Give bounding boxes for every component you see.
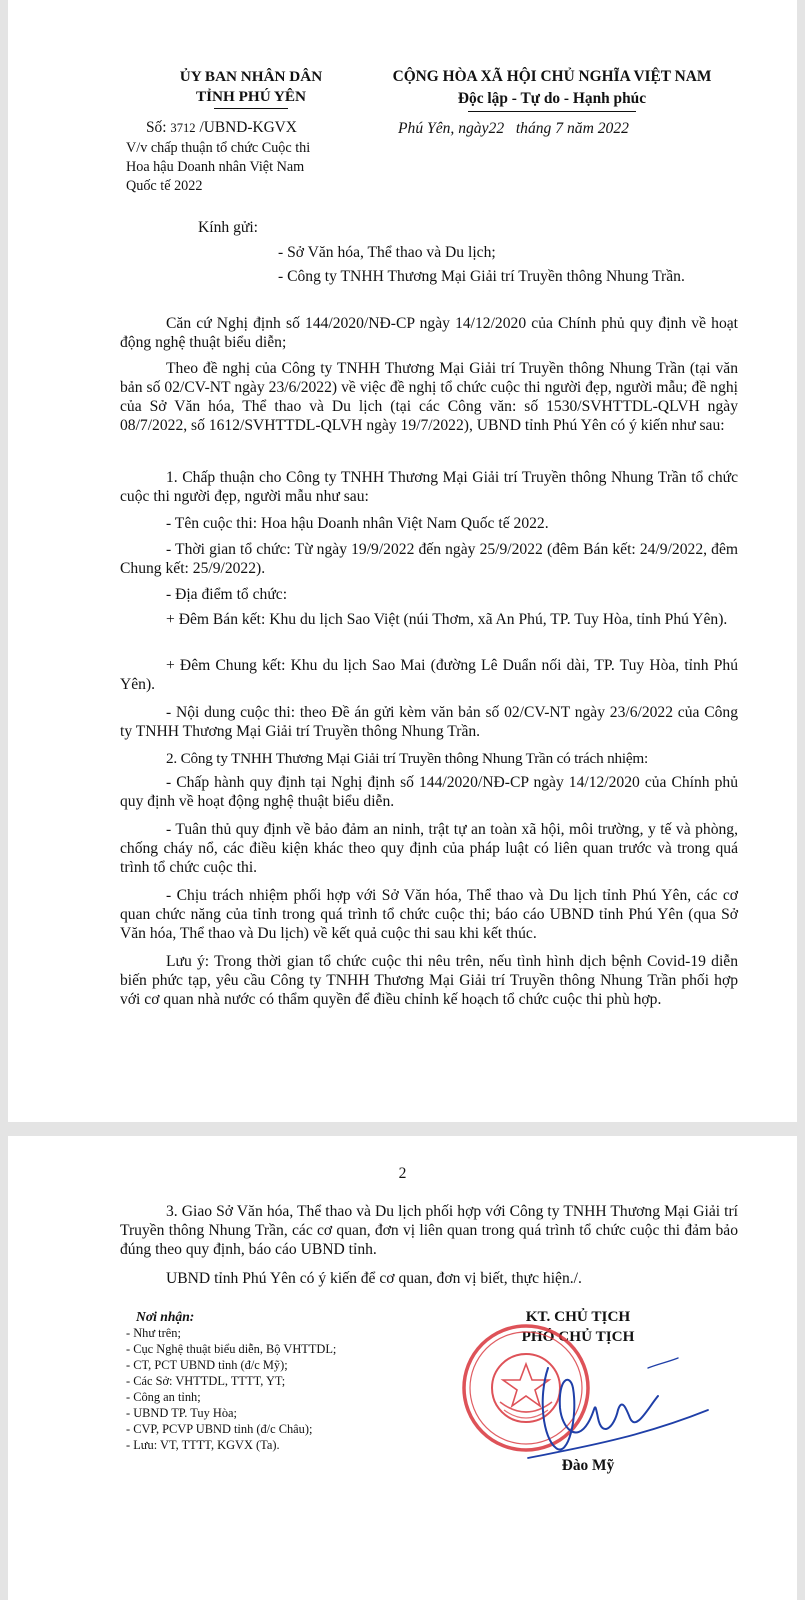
agency-underline [214,108,288,109]
paragraph-proposal: Theo đề nghị của Công ty TNHH Thương Mại Giải trí Truyền thông Nhung Trần (tại văn bản số 02/CV-NT ngày 23/6/2022) về việc đề nghị tổ chức cuộc thi người đẹp, người mẫu; đề nghị của Sở Văn hóa, Thể thao và Du lịch (tại các Công văn: số 1530/SVHTTDL-QLVH ngày 08/7/2022, số 1612/SVHTTDL-QLVH ngày 19/7/2022), UBND tỉnh Phú Yên có ý kiến như sau: [120,360,738,434]
salutation-recipient-1: - Sở Văn hóa, Thể thao và Du lịch; [278,244,496,261]
paragraph-closing: UBND tỉnh Phú Yên có ý kiến để cơ quan, đơn vị biết, thực hiện./. [166,1270,582,1287]
national-motto: Độc lập - Tự do - Hạnh phúc [457,90,647,107]
recipient-item: - CT, PCT UBND tỉnh (đ/c Mỹ); [126,1358,288,1372]
page-number: 2 [398,1165,407,1182]
paragraph-covid-note: Lưu ý: Trong thời gian tổ chức cuộc thi nêu trên, nếu tình hình dịch bệnh Covid-19 diễn biến phức tạp, yêu cầu Công ty TNHH Thương Mại Giải trí Truyền thông Nhung Trần phối hợp với cơ quan nhà nước có thẩm quyền để điều chỉnh kế hoạch tổ chức cuộc thi phù hợp. [120,953,738,1008]
signature-title-line2: PHÓ CHỦ TỊCH [521,1328,635,1345]
agency-name-line2: TỈNH PHÚ YÊN [196,88,306,105]
recipient-item: - Lưu: VT, TTTT, KGVX (Ta). [126,1438,280,1452]
paragraph-final-venue: + Đêm Chung kết: Khu du lịch Sao Mai (đường Lê Duẩn nối dài, TP. Tuy Hòa, tỉnh Phú Yên). [120,657,738,693]
paragraph-coordination: - Chịu trách nhiệm phối hợp với Sở Văn hóa, Thể thao và Du lịch tỉnh Phú Yên, các cơ quan chức năng của tỉnh trong quá trình tổ chức cuộc thi; báo cáo UBND tỉnh Phú Yên (qua Sở Văn hóa, Thể thao và Du lịch) về kết quả cuộc thi sau khi kết thúc. [120,887,738,942]
paragraph-assignment: 3. Giao Sở Văn hóa, Thể thao và Du lịch phối hợp với Công ty TNHH Thương Mại Giải trí Truyền thông Nhung Trần, các cơ quan, đơn vị liên quan trong quá trình tổ chức cuộc thi đảm bảo đúng theo quy định, báo cáo UBND tỉnh. [120,1203,738,1258]
paragraph-semifinal-venue: + Đêm Bán kết: Khu du lịch Sao Việt (núi Thơm, xã An Phú, TP. Tuy Hòa, tỉnh Phú Yên). [166,611,728,628]
paragraph-legal-basis: Căn cứ Nghị định số 144/2020/NĐ-CP ngày 14/12/2020 của Chính phủ quy định về hoạt động nghệ thuật biểu diễn; [120,315,738,351]
paragraph-responsibility: 2. Công ty TNHH Thương Mại Giải trí Truyền thông Nhung Trần có trách nhiệm: [166,750,649,767]
document-number-suffix: /UBND-KGVX [199,119,297,136]
recipient-item: - CVP, PCVP UBND tỉnh (đ/c Châu); [126,1422,313,1436]
paragraph-contest-name: - Tên cuộc thi: Hoa hậu Doanh nhân Việt Nam Quốc tế 2022. [166,515,549,532]
document-number [146,118,386,138]
date-month: 7 [555,120,564,137]
salutation-recipient-2: - Công ty TNHH Thương Mại Giải trí Truyền thông Nhung Trần. [278,268,685,285]
signature-title-line1: KT. CHỦ TỊCH [525,1308,631,1325]
agency-name-line1: ỦY BAN NHÂN DÂN [179,68,323,85]
date-year-word: năm [566,120,594,137]
recipient-item: - Cục Nghệ thuật biểu diễn, Bộ VHTTDL; [126,1342,337,1356]
salutation-label: Kính gửi: [198,219,258,236]
subject-line2: Hoa hậu Doanh nhân Việt Nam [126,159,305,175]
paragraph-venue-label: - Địa điểm tổ chức: [166,586,288,603]
date-year: 2022 [597,120,629,137]
date-day: 22 [488,120,505,137]
handwritten-signature-icon [518,1348,718,1468]
paragraph-comply-decree: - Chấp hành quy định tại Nghị định số 144/2020/NĐ-CP ngày 14/12/2020 của Chính phủ quy định về hoạt động nghệ thuật biểu diễn. [120,774,738,810]
signer-name: Đào Mỹ [561,1457,615,1474]
national-title: CỘNG HÒA XÃ HỘI CHỦ NGHĨA VIỆT NAM [392,68,712,85]
subject-line1: V/v chấp thuận tổ chức Cuộc thi [126,140,311,156]
date-month-word: tháng [515,120,552,137]
place-date-prefix: Phú Yên, ngày [398,120,489,137]
document-number-value: 3712 [170,121,196,135]
recipient-item: - Như trên; [126,1326,181,1340]
motto-underline [468,111,636,112]
document-page-2 [8,1136,797,1600]
paragraph-contest-time: - Thời gian tổ chức: Từ ngày 19/9/2022 đến ngày 25/9/2022 (đêm Bán kết: 24/9/2022, đêm Chung kết: 25/9/2022). [120,541,738,577]
place-date [398,119,718,138]
recipients-title: Nơi nhận: [136,1309,195,1324]
document-page-1 [8,0,797,1122]
document-number-label: Số: [146,119,167,136]
recipient-item: - UBND TP. Tuy Hòa; [126,1406,237,1420]
recipient-item: - Các Sở: VHTTDL, TTTT, YT; [126,1374,286,1388]
paragraph-approval: 1. Chấp thuận cho Công ty TNHH Thương Mại Giải trí Truyền thông Nhung Trần tổ chức cuộc thi người đẹp, người mẫu như sau: [120,469,738,505]
paragraph-security: - Tuân thủ quy định về bảo đảm an ninh, trật tự an toàn xã hội, môi trường, y tế và phòng, chống cháy nổ, các điều kiện khác theo quy định của pháp luật có liên quan trước và trong quá trình tổ chức cuộc thi. [120,821,738,876]
recipients-block [126,1308,426,1453]
subject-line3: Quốc tế 2022 [126,178,203,194]
paragraph-contest-content: - Nội dung cuộc thi: theo Đề án gửi kèm văn bản số 02/CV-NT ngày 23/6/2022 của Công ty TNHH Thương Mại Giải trí Truyền thông Nhung Trần. [120,704,738,740]
recipient-item: - Công an tỉnh; [126,1390,201,1404]
